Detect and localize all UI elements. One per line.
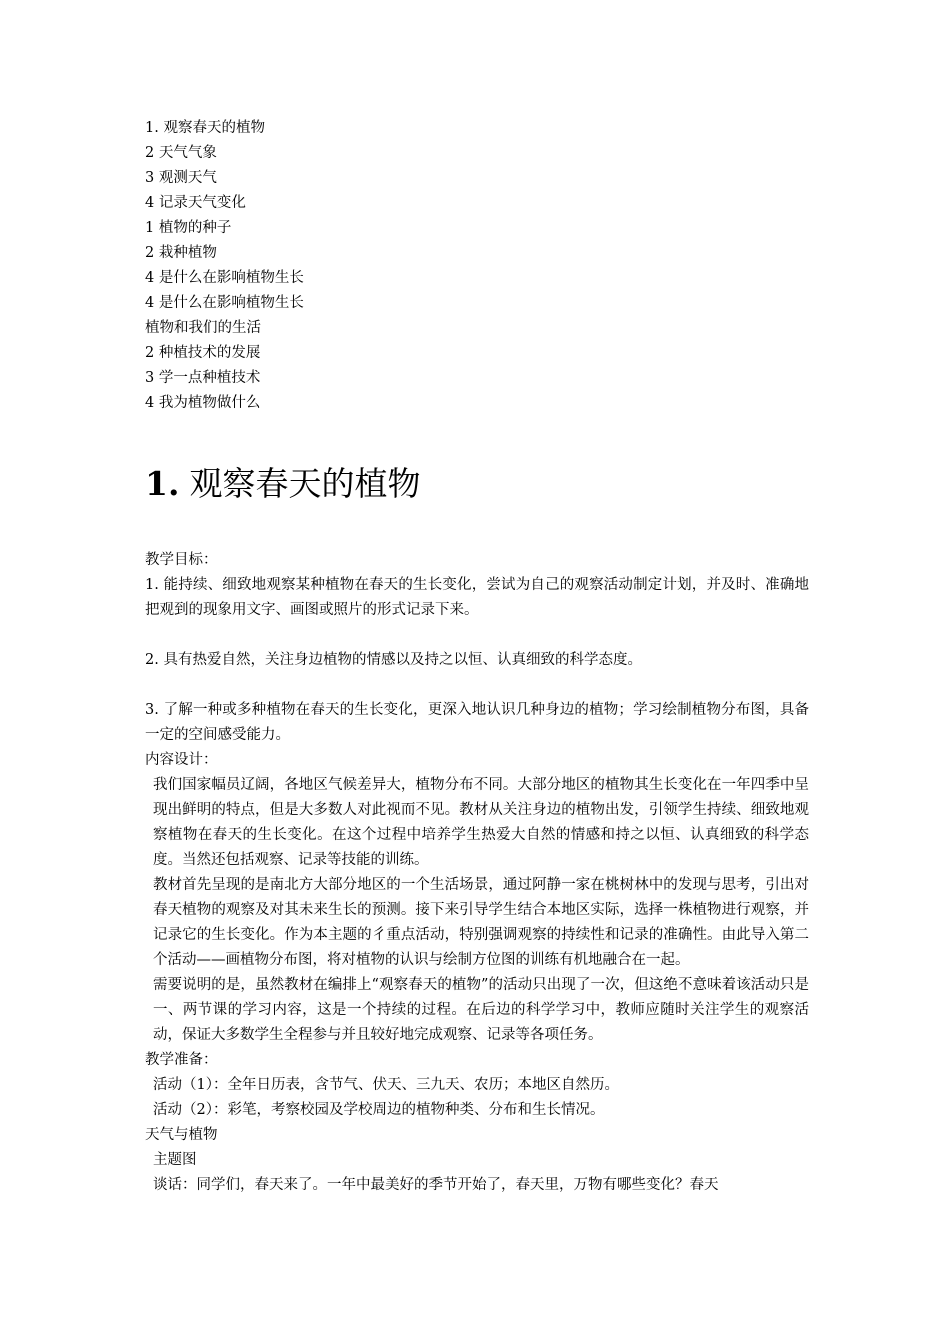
page-content xyxy=(145,116,809,1198)
toc-item: 2 天气气象 xyxy=(145,145,217,161)
talk-paragraph: 谈话：同学们，春天来了。一年中最美好的季节开始了，春天里，万物有哪些变化？春天 xyxy=(153,1177,719,1193)
toc-item: 3 学一点种植技术 xyxy=(145,370,261,386)
document-body xyxy=(145,548,809,1198)
design-paragraph: 我们国家幅员辽阔，各地区气候差异大，植物分布不同。大部分地区的植物其生长变化在一年四季中呈现出鲜明的特点，但是大多数人对此视而不见。教材从关注身边的植物出发，引领学生持续、细致地观察植物在春天的生长变化。在这个过程中培养学生热爱大自然的情感和持之以恒、认真细致的科学态度。当然还包括观察、记录等技能的训练。 xyxy=(153,777,809,868)
prep-item: 活动（2）：彩笔，考察校园及学校周边的植物种类、分布和生长情况。 xyxy=(153,1102,605,1118)
goals-label: 教学目标： xyxy=(145,552,218,568)
toc-item: 2 栽种植物 xyxy=(145,245,217,261)
design-paragraph: 需要说明的是，虽然教材在编排上“观察春天的植物”的活动只出现了一次，但这绝不意味着该活动只是一、两节课的学习内容，这是一个持续的过程。在后边的科学学习中，教师应随时关注学生的观察活动，保证大多数学生全程参与并且较好地完成观察、记录等各项任务。 xyxy=(153,977,809,1043)
toc-item: 4 我为植物做什么 xyxy=(145,395,261,411)
chapter-number: 1. xyxy=(145,464,180,503)
toc-item: 4 是什么在影响植物生长 xyxy=(145,295,304,311)
theme-label: 主题图 xyxy=(153,1152,197,1168)
design-label: 内容设计： xyxy=(145,752,218,768)
toc-item: 4 是什么在影响植物生长 xyxy=(145,270,304,286)
toc-item: 1. 观察春天的植物 xyxy=(145,120,265,136)
goal-paragraph: 3. 了解一种或多种植物在春天的生长变化，更深入地认识几种身边的植物；学习绘制植物分布图，具备一定的空间感受能力。 xyxy=(145,702,809,743)
chapter-title: 观察春天的植物 xyxy=(189,464,421,503)
toc-item: 4 记录天气变化 xyxy=(145,195,246,211)
section-label: 天气与植物 xyxy=(145,1127,218,1143)
toc-item: 1 植物的种子 xyxy=(145,220,232,236)
blank-line xyxy=(145,623,809,648)
prep-item: 活动（1）：全年日历表，含节气、伏天、三九天、农历；本地区自然历。 xyxy=(153,1077,619,1093)
toc-item: 植物和我们的生活 xyxy=(145,320,261,336)
toc-item: 2 种植技术的发展 xyxy=(145,345,261,361)
blank-line xyxy=(145,673,809,698)
toc-item: 3 观测天气 xyxy=(145,170,217,186)
chapter-heading xyxy=(145,462,809,506)
goal-paragraph: 2. 具有热爱自然，关注身边植物的情感以及持之以恒、认真细致的科学态度。 xyxy=(145,652,642,668)
table-of-contents xyxy=(145,116,809,416)
goal-paragraph: 1. 能持续、细致地观察某种植物在春天的生长变化，尝试为自己的观察活动制定计划，并及时、准确地把观到的现象用文字、画图或照片的形式记录下来。 xyxy=(145,577,809,618)
design-paragraph: 教材首先呈现的是南北方大部分地区的一个生活场景，通过阿静一家在桃树林中的发现与思考，引出对春天植物的观察及对其未来生长的预测。接下来引导学生结合本地区实际，选择一株植物进行观察，并记录它的生长变化。作为本主题的彳重点活动，特别强调观察的持续性和记录的准确性。由此导入第二个活动——画植物分布图，将对植物的认识与绘制方位图的训练有机地融合在一起。 xyxy=(153,877,809,968)
prep-label: 教学准备： xyxy=(145,1052,218,1068)
